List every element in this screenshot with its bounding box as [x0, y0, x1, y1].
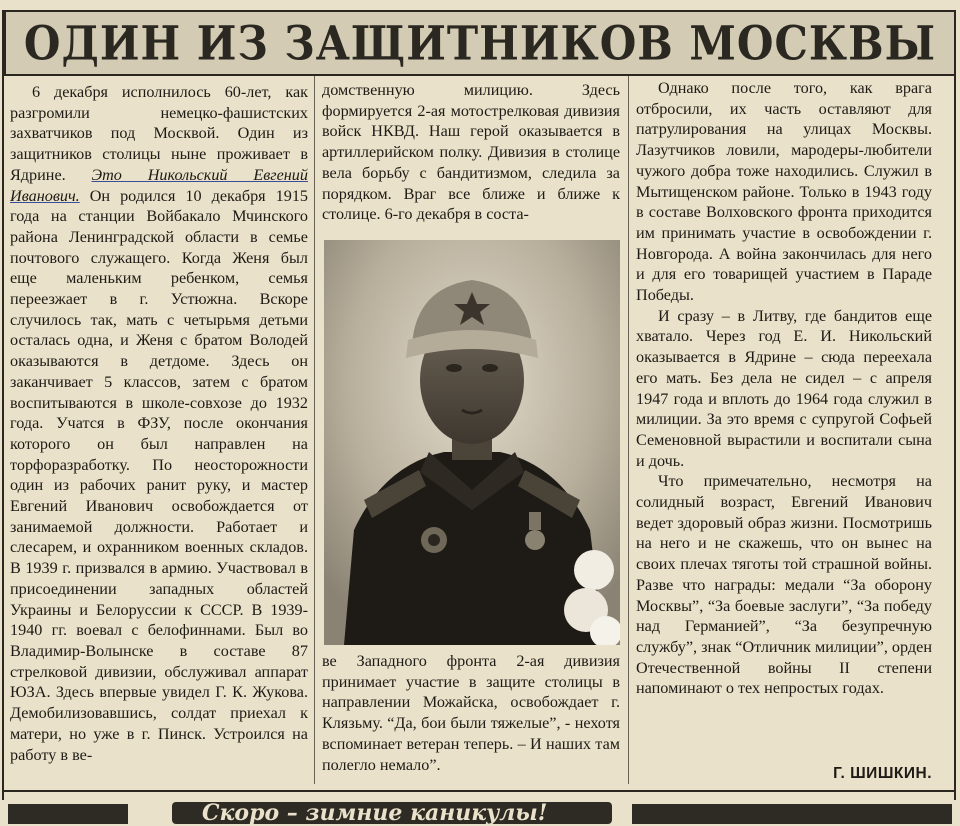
author-signature: Г. ШИШКИН. [833, 765, 932, 782]
article-column-2-top [322, 80, 620, 225]
article-column-1 [10, 82, 308, 765]
portrait-photo [324, 240, 620, 645]
paragraph: Однако после того, как врага отбросили, их часть оставляют для патрулирования на улицах Москвы. Лазутчиков ловили, мародеры-любители чужого добра тоже находились. Служил в Мытищенском районе. Только в 1943 году в составе Волховского фронта приходится им принимать участие в освобождении г. Новгорода. А война закончилась для него и для его товарищей участием в Параде Победы. [636, 79, 932, 305]
paragraph-text: Он родился 10 декабря 1915 года на станции Войбакало Мчинского района Ленинградской области в семье почтового служащего. Когда Женя был еще маленьким ребенком, семья переезжает в г. Устюжна. Вскоре случилось так, мать с четырьмя детьми осталась одна, и Женя с братом Володей оказываются в детдоме. Здесь он заканчивает 5 классов, затем с братом воспитываются в школе-совхозе до 1932 года. Учатся в ФЗУ, после окончания которого он был направлен на торфоразработку. По неосторожности один из рабочих ранит руку, и мастер Евгений Иванович освобождается от занимаемой должности. Работает и слесарем, и охранником военных складов. В 1939 г. призвался в армию. Участвовал в присоединении западных областей Украины и Белоруссии к СССР. В 1939-1940 гг. воевал с белофиннами. Был во Владимир-Волынске в составе 87 стрелковой дивизии, обслуживал аппарат ЮЗА. Здесь впервые увидел Г. К. Жукова. Демобилизовавшись, солдат приехал к матери, но уже в г. Пинск. Устроился на работу в ве- [10, 186, 309, 764]
paragraph: ве Западного фронта 2-ая дивизия принимает участие в защите столицы в направлении Можайска, освобождает г. Клязьму. “Да, бои были тяжелые”, - нехотя вспоминает ветеран теперь. – И наших там полегло немало”. [322, 652, 620, 774]
paragraph: Что примечательно, несмотря на солидный возраст, Евгений Иванович ведет здоровый образ жизни. Посмотришь на него и не скажешь, что он вынес на своих плечах тяготы той страшной войны. Разве что награды: медали “За оборону Москвы”, “За боевые заслуги”, “За победу над Германией”, “За безупречную службу”, знак “Отличник милиции”, орден Отечественной войны II степени напоминают о тех непростых годах. [636, 472, 932, 698]
column-divider-1 [314, 76, 315, 784]
paragraph [10, 82, 308, 765]
bottom-rule [2, 790, 956, 792]
headline: ОДИН ИЗ ЗАЩИТНИКОВ МОСКВЫ [23, 15, 937, 71]
soldier-portrait-image [324, 240, 620, 645]
decorative-bar-left [8, 804, 128, 824]
headline-banner [4, 10, 956, 76]
article-column-2-bottom [322, 651, 620, 775]
next-headline: Скоро – зимние каникулы! [202, 800, 548, 826]
article-column-3 [636, 78, 932, 699]
underlined-name: Это Никольский Евгений Иванович. [10, 165, 308, 205]
paragraph-text: 6 декабря исполнилось 60-лет, как разгромили немецко-фашистских захватчиков под Москвой. Один из защитников столицы ныне проживает в Ядрине. [10, 83, 308, 184]
paragraph: И сразу – в Литву, где бандитов еще хватало. Через год Е. И. Никольский оказывается в Ядрине – сюда переехала его мать. Без дела не сидел – с апреля 1947 года и вплоть до 1964 года служил в милиции. За это время с супругой Софьей Семеновной вырастили и воспитали сына и дочь. [636, 306, 932, 470]
column-divider-2 [628, 76, 629, 784]
right-border [954, 10, 956, 800]
paragraph: домственную милицию. Здесь формируется 2-ая мотострелковая дивизия войск НКВД. Наш герой оказывается в артиллерийском полку. Дивизия в столице вела борьбу с бандитизмом, следила за порядком. Враг все ближе и ближе к столице. 6-го декабря в соста- [322, 81, 620, 224]
left-border [2, 10, 4, 800]
decorative-bar-right [632, 804, 952, 824]
